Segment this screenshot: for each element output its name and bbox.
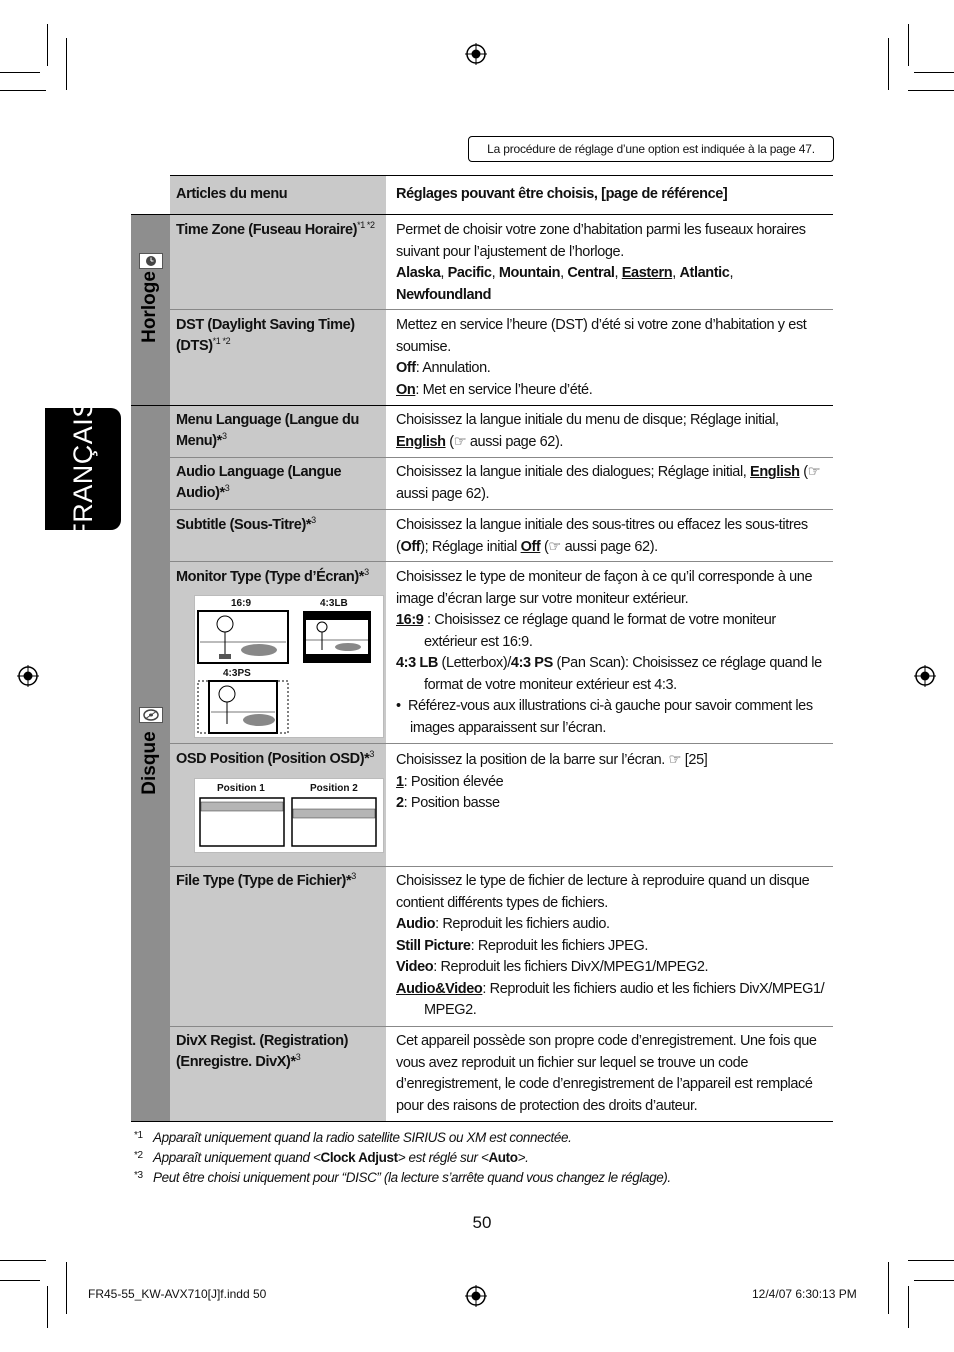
- registration-mark-icon: [914, 665, 936, 687]
- setting-time-zone: Permet de choisir votre zone d’habitation parmi les fuseaux horaires suivant pour l’ajustement de l’horloge. Alaska, Pacific, Mountain, Central, Eastern, Atlantic, Newfoundland: [396, 222, 806, 303]
- crop-mark: [914, 72, 954, 73]
- crop-mark: [0, 1260, 46, 1261]
- illus-label-4-3lb: 4:3LB: [320, 598, 348, 609]
- setting-monitor-type: Choisissez le type de moniteur de façon à ce qu’il corresponde à une image d’écran large sur votre moniteur extérieur. 16:9 : Choisissez ce réglage quand le format de votre moniteur extérieur est 16:9. 4:3 LB (Letterbox)/4:3 PS (Pan Scan): Choisissez ce réglage quand le format de votre moniteur extérieur est 4:3. • Référez-vous aux illustrations ci-à gauche pour savoir comment les images apparaissent sur l’écran.: [396, 569, 822, 736]
- illus-label-4-3ps: 4:3PS: [223, 668, 251, 679]
- illus-label-position-1: Position 1: [217, 783, 265, 794]
- items-column-header: Articles du menu: [176, 186, 288, 202]
- registration-mark-icon: [465, 1285, 487, 1307]
- crop-mark: [914, 1280, 954, 1281]
- setting-audio-language: Choisissez la langue initiale des dialogues; Réglage initial, English (☞ aussi page 62).: [396, 464, 821, 502]
- page-number: 50: [472, 1213, 492, 1232]
- screen-4-3ps-icon: [197, 680, 289, 734]
- osd-position-illustration: [194, 778, 384, 853]
- screen-4-3lb-icon: [302, 610, 372, 664]
- crop-mark: [888, 1262, 889, 1314]
- crop-mark: [908, 1286, 909, 1328]
- setting-dst: Mettez en service l’heure (DST) d’été si votre zone d’habitation y est soumise. Off: Annulation. On: Met en service l’heure d’été.: [396, 317, 807, 398]
- monitor-type-illustration: [194, 595, 384, 738]
- crop-mark: [47, 24, 48, 66]
- menu-item-dst: DST (Daylight Saving Time) (DTS)$^{*1 *2}$: [176, 317, 355, 354]
- slug-file-name: FR45-55_KW-AVX710[J]f.indd 50: [88, 1287, 267, 1301]
- osd-position-2-screen-icon: [291, 797, 377, 847]
- settings-column-header: Réglages pouvant être choisis, [page de référence]: [396, 186, 728, 202]
- menu-item-osd-position: OSD Position (Position OSD)*$^3$: [176, 749, 375, 767]
- menu-item-monitor-type: Monitor Type (Type d’Écran)*$^3$: [176, 567, 369, 585]
- screen-16-9-icon: [197, 610, 289, 664]
- menu-item-file-type: File Type (Type de Fichier)*$^3$: [176, 871, 356, 889]
- reference-note: La procédure de réglage d’une option est indiquée à la page 47.: [468, 136, 834, 162]
- setting-osd-position: Choisissez la position de la barre sur l’écran. ☞ [25] 1: Position élevée 2: Position basse: [396, 752, 708, 811]
- crop-mark: [66, 38, 67, 90]
- crop-mark: [908, 24, 909, 66]
- crop-mark: [0, 72, 40, 73]
- crop-mark: [47, 1286, 48, 1328]
- language-tab-label: FRANÇAIS: [67, 398, 98, 540]
- crop-mark: [888, 38, 889, 90]
- setting-menu-language: Choisissez la langue initiale du menu de disque; Réglage initial, English (☞ aussi page 62).: [396, 412, 779, 450]
- group-label-clock: Horloge: [139, 271, 160, 343]
- disc-icon: [139, 707, 163, 723]
- menu-item-time-zone: Time Zone (Fuseau Horaire)$^{*1 *2}$: [176, 220, 375, 238]
- menu-item-divx-registration: DivX Regist. (Registration) (Enregistre. DivX)*$^3$: [176, 1033, 349, 1070]
- group-sidebar: [131, 215, 170, 1121]
- osd-position-1-screen-icon: [199, 797, 285, 847]
- crop-mark: [66, 1262, 67, 1314]
- illus-label-position-2: Position 2: [310, 783, 358, 794]
- menu-item-subtitle: Subtitle (Sous-Titre)*$^3$: [176, 515, 316, 533]
- setting-file-type: Choisissez le type de fichier de lecture à reproduire quand un disque contient différents types de fichiers. Audio: Reproduit les fichiers audio. Still Picture: Reproduit les fichiers JPEG. Video: Reproduit les fichiers DivX/MPEG1/MPEG2. Audio&Video: Reproduit les fichiers audio et les fichiers DivX/MPEG1/ MPEG2.: [396, 873, 825, 1018]
- crop-mark: [908, 1260, 954, 1261]
- crop-mark: [908, 90, 954, 91]
- registration-mark-icon: [17, 665, 39, 687]
- registration-mark-icon: [465, 43, 487, 65]
- menu-item-menu-language: Menu Language (Langue du Menu)*$^3$: [176, 412, 359, 449]
- menu-item-audio-language: Audio Language (Langue Audio)*$^3$: [176, 464, 342, 501]
- illus-label-16-9: 16:9: [231, 598, 252, 609]
- crop-mark: [0, 90, 46, 91]
- setting-divx-registration: Cet appareil possède son propre code d’enregistrement. Une fois que vous avez reproduit un fichier sur lequel se trouve un code d’enregistrement, le code d’enregistrement de l’appareil est remplacé pour des raisons de protection des droits d’auteur.: [396, 1033, 817, 1114]
- setting-subtitle: Choisissez la langue initiale des sous-titres ou effacez les sous-titres (Off); Réglage initial Off (☞ aussi page 62).: [396, 517, 808, 555]
- group-label-disc: Disque: [139, 731, 160, 795]
- crop-mark: [0, 1280, 40, 1281]
- slug-date: 12/4/07 6:30:13 PM: [752, 1287, 857, 1301]
